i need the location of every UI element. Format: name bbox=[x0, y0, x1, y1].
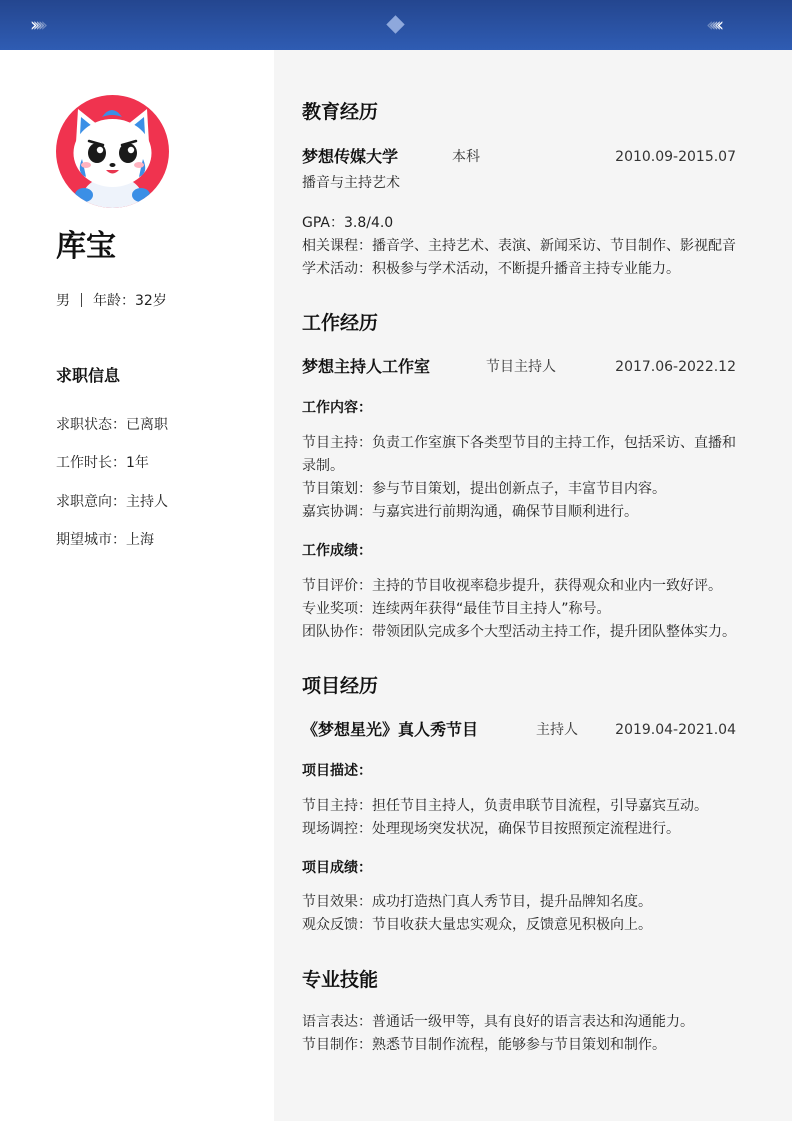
divider bbox=[81, 293, 82, 307]
work-achievement-item: 团队协作：带领团队完成多个大型活动主持工作，提升团队整体实力。 bbox=[302, 624, 736, 640]
project-desc-item: 现场调控：处理现场突发状况，确保节目按照预定流程进行。 bbox=[302, 821, 680, 837]
project-desc-item: 节目主持：担任节目主持人，负责串联节目流程，引导嘉宾互动。 bbox=[302, 798, 708, 814]
work-achievement-item: 节目评价：主持的节目收视率稳步提升，获得观众和业内一致好评。 bbox=[302, 578, 722, 594]
project-title: 项目经历 bbox=[302, 675, 379, 697]
work-content-item: 嘉宾协调：与嘉宾进行前期沟通，确保节目顺利进行。 bbox=[302, 504, 638, 520]
work-role: 节目主持人 bbox=[486, 359, 556, 375]
school-name: 梦想传媒大学 bbox=[302, 147, 399, 166]
job-intention-title: 求职信息 bbox=[56, 366, 121, 385]
project-desc-title: 项目描述： bbox=[302, 763, 372, 779]
degree: 本科 bbox=[452, 149, 480, 165]
project-period: 2019.04-2021.04 bbox=[615, 722, 736, 738]
education-period: 2010.09-2015.07 bbox=[615, 149, 736, 165]
major: 播音与主持艺术 bbox=[302, 175, 400, 191]
header-bar bbox=[0, 0, 792, 50]
work-duration: 工作时长：1年 bbox=[56, 455, 149, 471]
work-achievements-title: 工作成绩： bbox=[302, 543, 372, 559]
work-achievement-item: 专业奖项：连续两年获得“最佳节目主持人”称号。 bbox=[302, 601, 611, 617]
project-name: 《梦想星光》真人秀节目 bbox=[302, 720, 479, 739]
activities: 学术活动：积极参与学术活动，不断提升播音主持专业能力。 bbox=[302, 261, 680, 277]
diamond-icon bbox=[386, 15, 404, 33]
project-role: 主持人 bbox=[536, 722, 578, 738]
skills-title: 专业技能 bbox=[302, 969, 379, 991]
project-results-title: 项目成绩： bbox=[302, 860, 372, 876]
expected-city: 期望城市：上海 bbox=[56, 532, 154, 548]
work-content-title: 工作内容： bbox=[302, 400, 372, 416]
chevrons-right-icon: ››››› bbox=[30, 14, 44, 36]
company-name: 梦想主持人工作室 bbox=[302, 357, 431, 376]
age: 年龄：32岁 bbox=[93, 293, 167, 309]
education-title: 教育经历 bbox=[302, 101, 379, 123]
project-result-item: 观众反馈：节目收获大量忠实观众，反馈意见积极向上。 bbox=[302, 917, 652, 933]
work-content-item: 节目主持：负责工作室旗下各类型节目的主持工作，包括采访、直播和录制。 bbox=[302, 435, 736, 474]
job-status: 求职状态：已离职 bbox=[56, 417, 168, 433]
project-result-item: 节目效果：成功打造热门真人秀节目，提升品牌知名度。 bbox=[302, 894, 652, 910]
avatar bbox=[56, 95, 169, 208]
candidate-name: 库宝 bbox=[56, 229, 116, 264]
job-target: 求职意向：主持人 bbox=[56, 494, 168, 510]
basic-info bbox=[56, 291, 167, 311]
work-title: 工作经历 bbox=[302, 312, 379, 334]
chevrons-left-icon: ‹‹‹‹‹ bbox=[706, 14, 720, 36]
work-content-item: 节目策划：参与节目策划，提出创新点子，丰富节目内容。 bbox=[302, 481, 666, 497]
courses: 相关课程：播音学、主持艺术、表演、新闻采访、节目制作、影视配音 bbox=[302, 238, 736, 254]
work-period: 2017.06-2022.12 bbox=[615, 359, 736, 375]
gpa: GPA：3.8/4.0 bbox=[302, 215, 394, 231]
gender: 男 bbox=[56, 293, 70, 309]
skill-item: 语言表达：普通话一级甲等，具有良好的语言表达和沟通能力。 bbox=[302, 1014, 694, 1030]
sidebar bbox=[0, 50, 274, 1121]
skill-item: 节目制作：熟悉节目制作流程，能够参与节目策划和制作。 bbox=[302, 1037, 666, 1053]
